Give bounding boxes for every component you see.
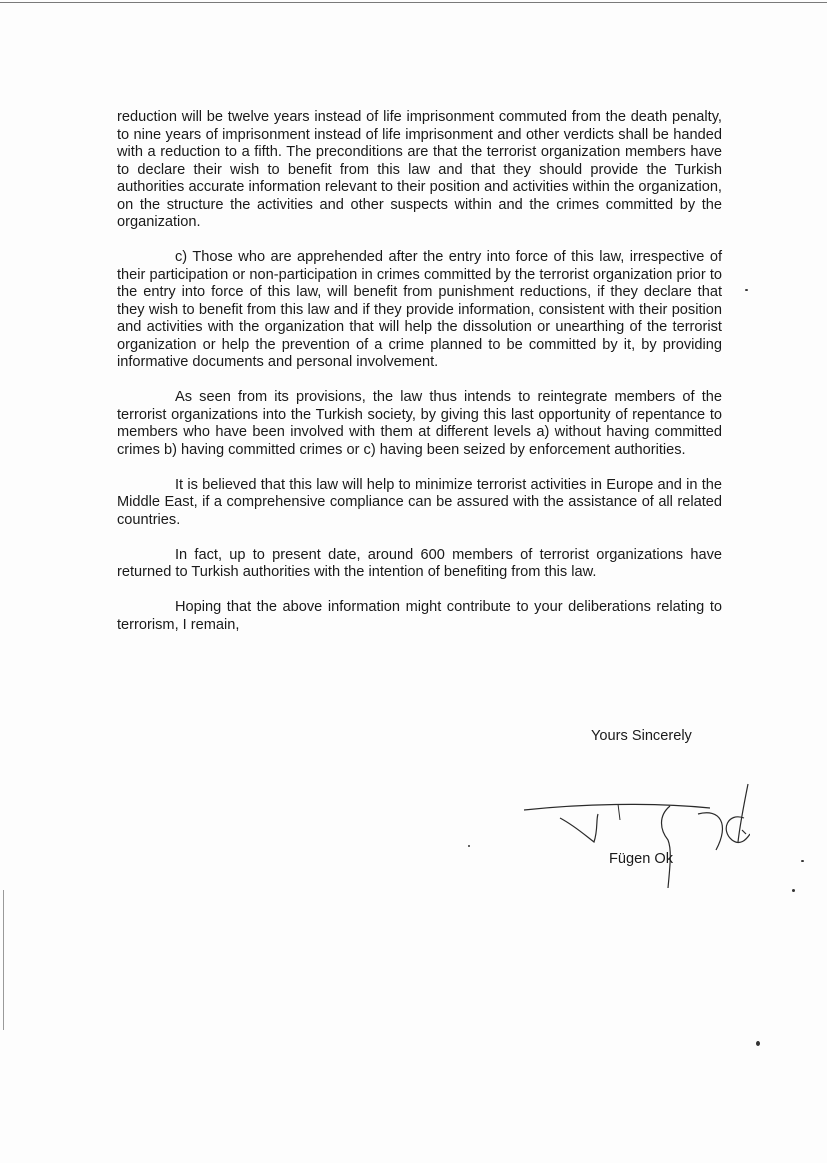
- top-edge-rule: [0, 2, 827, 3]
- paragraph-reintegration: As seen from its provisions, the law thus intends to reintegrate members of the terrorist organizations into the Turkish society, by giving this last opportunity of repentance to members who have been involved with them at different levels a) without having committed crimes b) having committed crimes or c) having been seized by enforcement authorities.: [117, 389, 722, 458]
- paragraph-belief: It is believed that this law will help to minimize terrorist activities in Europe and in the Middle East, if a comprehensive compliance can be assured with the assistance of all related countries.: [117, 476, 722, 528]
- scan-speck: [468, 845, 470, 847]
- paragraph-reduction-terms: reduction will be twelve years instead of life imprisonment commuted from the death penalty, to nine years of imprisonment instead of life imprisonment and other verdicts shall be handed with a reduction to a fifth. The preconditions are that the terrorist organization members have to declare their wish to benefit from this law and that they should provide the Turkish authorities accurate information relevant to their position and activities within the organization, on the structure the activities and other suspects within and the crimes committed by the organization.: [117, 109, 722, 230]
- left-edge-mark: [3, 890, 4, 1030]
- scan-speck: [801, 860, 804, 862]
- paragraph-returned-members: In fact, up to present date, around 600 members of terrorist organizations have returned to Turkish authorities with the intention of benefiting from this law.: [117, 546, 722, 580]
- handwritten-signature: [520, 778, 750, 908]
- paragraph-closing-remark: Hoping that the above information might contribute to your deliberations relating to terrorism, I remain,: [117, 599, 722, 633]
- scan-speck: [792, 889, 795, 892]
- closing-salutation: Yours Sincerely: [591, 728, 692, 744]
- paragraph-apprehended: c) Those who are apprehended after the entry into force of this law, irrespective of their participation or non-participation in crimes committed by the terrorist organization prior to the entry into force of this law, will benefit from punishment reductions, if they declare that they wish to benefit from this law and if they provide information, consistent with their position and activities with the organization that will help the dissolution or unearthing of the terrorist organization or help the prevention of a crime planned to be committed by it, by providing informative documents and personal involvement.: [117, 249, 722, 370]
- letter-body: [117, 109, 722, 652]
- scan-speck: [756, 1041, 760, 1046]
- signer-name: Fügen Ok: [609, 851, 674, 867]
- scan-speck: [745, 289, 748, 291]
